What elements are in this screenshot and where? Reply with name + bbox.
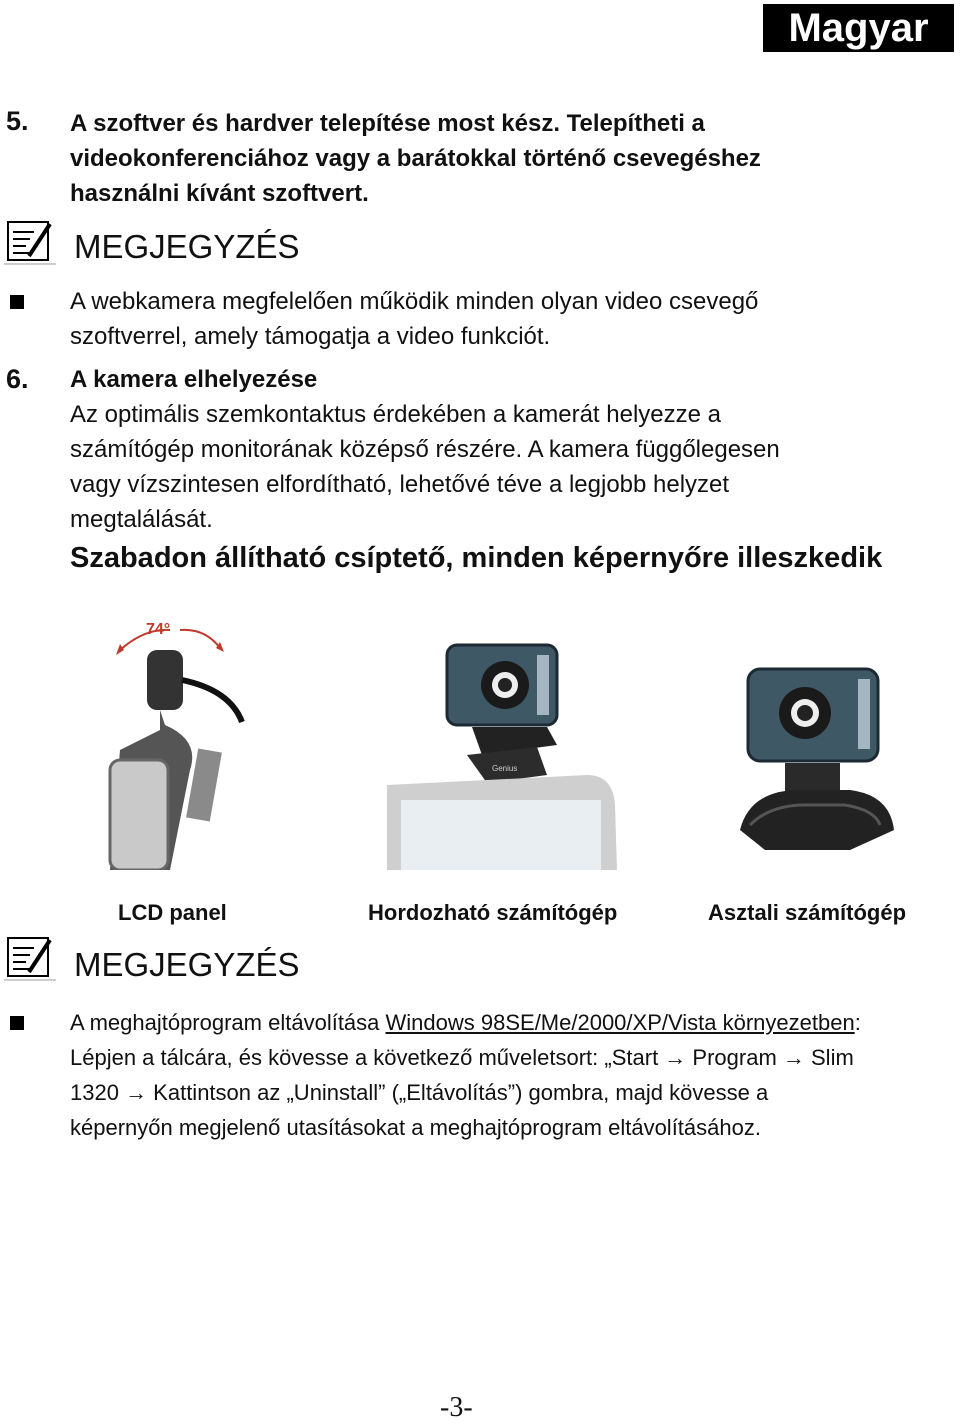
step-6-line: számítógép monitorának középső részére. A kamera függőlegesen [70,436,780,463]
clip-subheading: Szabadon állítható csíptető, minden képernyőre illeszkedik [70,542,883,574]
step-6-number: 6. [6,364,29,394]
caption-laptop: Hordozható számítógép [368,900,618,925]
step-5-line: videokonferenciához vagy a barátokkal történő csevegéshez [70,145,761,172]
arrow-right-icon: → [664,1045,687,1070]
language-badge: Magyar [763,4,954,52]
note-2-line [70,1075,950,1110]
note-2-text-part: Slim [804,1045,854,1070]
step-6-text [70,397,950,537]
note-2-line: képernyőn megjelenő utasításokat a meghajtóprogram eltávolításához. [70,1115,761,1140]
step-6-line: megtalálását. [70,506,213,533]
note-2-text-part: Lépjen a tálcára, és kövesse a következő műveletsort: „Start [70,1045,665,1070]
angle-label: 74° [146,621,171,638]
note-1-line: szoftverrel, amely támogatja a video funkciót. [70,323,551,350]
step-5-line: A szoftver és hardver telepítése most kész. Telepítheti a [70,110,705,137]
note-2-text-part: 1320 [70,1080,126,1105]
step-6-heading: A kamera elhelyezése [70,366,318,393]
arrow-right-icon: → [782,1045,805,1070]
note-2-text-part: Kattintson az „Uninstall” („Eltávolítás”) gombra, majd kövesse a [147,1080,769,1105]
lcd-panel-image [100,600,250,870]
laptop-image [387,635,627,870]
note-icon [4,216,56,266]
step-5-number: 5. [6,106,29,136]
step-6-line: vagy vízszintesen elfordítható, lehetővé téve a legjobb helyzet [70,471,730,498]
brand-label: Genius [492,764,518,773]
note-1-line: A webkamera megfelelően működik minden olyan video csevegő [70,288,759,315]
note-2-text-part: Program [686,1045,783,1070]
note-title: MEGJEGYZÉS [74,946,300,983]
bullet-marker [10,1016,24,1030]
step-5-line: használni kívánt szoftvert. [70,180,369,207]
note-2-line [70,1040,950,1075]
windows-versions-link[interactable]: Windows 98SE/Me/2000/XP/Vista környezetben [385,1010,855,1035]
bullet-marker [10,295,24,309]
caption-desktop: Asztali számítógép [708,900,907,925]
caption-lcd-panel: LCD panel [118,900,227,925]
page-number: -3- [440,1392,473,1423]
desktop-camera-image [730,655,900,855]
note-title: MEGJEGYZÉS [74,228,300,265]
note-2-text [70,1005,950,1145]
note-1-text [70,284,950,354]
step-6-line: Az optimális szemkontaktus érdekében a kamerát helyezze a [70,401,721,428]
arrow-right-icon: → [125,1080,148,1105]
step-5-text [70,106,950,211]
note-icon [4,932,56,982]
note-2-text-part: : [854,1010,861,1035]
note-2-line [70,1005,950,1040]
note-2-text-part: A meghajtóprogram eltávolítása [70,1010,386,1035]
